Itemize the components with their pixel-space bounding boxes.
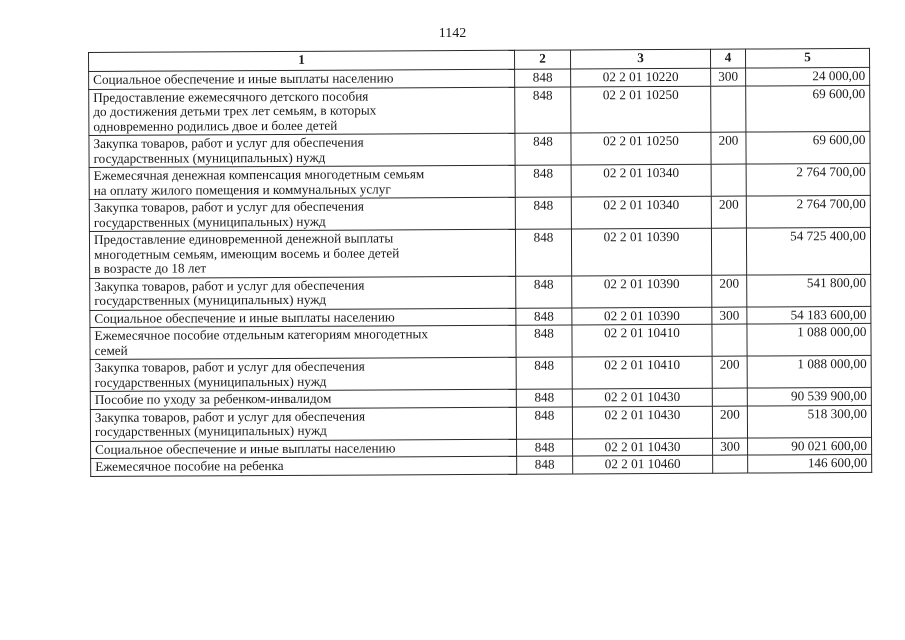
cell-target-code: 02 2 01 10430 xyxy=(573,438,713,456)
table-row xyxy=(89,227,870,278)
cell-name: Закупка товаров, работ и услуг для обеспечения государственных (муниципальных) нужд xyxy=(90,276,516,310)
header-col-4: 4 xyxy=(710,49,745,68)
cell-name: Ежемесячная денежная компенсация многодетным семьям на оплату жилого помещения и коммунальных услуг xyxy=(89,165,515,199)
table-row xyxy=(89,131,870,167)
cell-target-code: 02 2 01 10340 xyxy=(571,196,711,229)
cell-name: Социальное обеспечение и иные выплаты населению xyxy=(91,439,517,459)
cell-amount: 2 764 700,00 xyxy=(746,195,870,228)
cell-department-code: 848 xyxy=(515,165,571,197)
cell-target-code: 02 2 01 10220 xyxy=(571,68,711,86)
cell-expense-type: 200 xyxy=(712,356,747,388)
cell-name: Предоставление единовременной денежной выплаты многодетным семьям, имеющим восемь и более детей в возрасте до 18 лет xyxy=(89,229,515,278)
cell-department-code: 848 xyxy=(515,229,571,276)
cell-amount: 2 764 700,00 xyxy=(746,163,870,196)
cell-name: Ежемесячное пособие отдельным категориям многодетных семей xyxy=(90,325,516,359)
cell-expense-type xyxy=(711,164,746,196)
cell-amount: 518 300,00 xyxy=(747,405,871,438)
cell-department-code: 848 xyxy=(515,86,571,133)
cell-target-code: 02 2 01 10390 xyxy=(572,275,712,308)
cell-amount: 69 600,00 xyxy=(746,131,870,164)
cell-name: Предоставление ежемесячного детского пособия до достижения детьми трех лет семьям, в которых одновременно родились двое и более детей xyxy=(89,87,515,136)
cell-target-code: 02 2 01 10460 xyxy=(573,455,713,473)
cell-amount: 146 600,00 xyxy=(748,454,872,472)
header-col-3: 3 xyxy=(570,49,710,69)
cell-name: Закупка товаров, работ и услуг для обеспечения государственных (муниципальных) нужд xyxy=(89,133,515,167)
cell-department-code: 848 xyxy=(515,69,571,87)
cell-department-code: 848 xyxy=(516,389,572,407)
cell-name: Пособие по уходу за ребенком-инвалидом xyxy=(90,389,516,409)
cell-target-code: 02 2 01 10390 xyxy=(572,307,712,325)
cell-expense-type: 300 xyxy=(712,307,747,325)
table-row xyxy=(90,355,871,391)
cell-department-code: 848 xyxy=(516,325,572,357)
cell-expense-type: 300 xyxy=(711,68,746,86)
cell-amount: 24 000,00 xyxy=(746,67,870,85)
table-row xyxy=(90,405,871,441)
table-row xyxy=(90,323,871,359)
cell-name: Социальное обеспечение и иные выплаты населению xyxy=(90,308,516,328)
cell-department-code: 848 xyxy=(517,456,573,474)
header-col-5: 5 xyxy=(745,48,869,68)
header-col-1: 1 xyxy=(89,50,515,71)
cell-expense-type: 200 xyxy=(712,406,747,438)
table-row xyxy=(89,163,870,199)
cell-name: Закупка товаров, работ и услуг для обеспечения государственных (муниципальных) нужд xyxy=(90,357,516,391)
cell-expense-type: 300 xyxy=(713,438,748,456)
cell-department-code: 848 xyxy=(516,357,572,389)
cell-name: Закупка товаров, работ и услуг для обеспечения государственных (муниципальных) нужд xyxy=(89,197,515,231)
page-number: 1142 xyxy=(438,26,467,41)
cell-expense-type xyxy=(711,228,746,275)
header-col-2: 2 xyxy=(514,50,570,69)
cell-expense-type xyxy=(712,324,747,356)
budget-table xyxy=(88,48,872,477)
cell-expense-type xyxy=(713,455,748,473)
table-row xyxy=(89,85,870,136)
cell-amount: 541 800,00 xyxy=(747,274,871,307)
cell-department-code: 848 xyxy=(516,307,572,325)
cell-target-code: 02 2 01 10430 xyxy=(572,406,712,439)
cell-amount: 54 183 600,00 xyxy=(747,306,871,324)
cell-department-code: 848 xyxy=(516,406,572,438)
table-row xyxy=(91,454,872,476)
cell-expense-type xyxy=(711,86,746,133)
cell-amount: 1 088 000,00 xyxy=(747,355,871,388)
cell-department-code: 848 xyxy=(515,197,571,229)
cell-target-code: 02 2 01 10410 xyxy=(572,324,712,357)
cell-amount: 69 600,00 xyxy=(746,85,870,132)
cell-target-code: 02 2 01 10250 xyxy=(571,86,711,133)
cell-target-code: 02 2 01 10250 xyxy=(571,132,711,165)
cell-department-code: 848 xyxy=(517,438,573,456)
cell-expense-type: 200 xyxy=(711,196,746,228)
cell-expense-type: 200 xyxy=(711,132,746,164)
cell-expense-type xyxy=(712,388,747,406)
table-body xyxy=(89,67,872,476)
cell-expense-type: 200 xyxy=(712,275,747,307)
cell-target-code: 02 2 01 10390 xyxy=(571,228,711,275)
cell-target-code: 02 2 01 10340 xyxy=(571,164,711,197)
cell-target-code: 02 2 01 10430 xyxy=(572,388,712,406)
cell-name: Социальное обеспечение и иные выплаты населению xyxy=(89,69,515,89)
cell-name: Закупка товаров, работ и услуг для обеспечения государственных (муниципальных) нужд xyxy=(90,407,516,441)
cell-amount: 90 021 600,00 xyxy=(748,437,872,455)
table-row xyxy=(90,274,871,310)
cell-target-code: 02 2 01 10410 xyxy=(572,356,712,389)
cell-amount: 90 539 900,00 xyxy=(747,387,871,405)
cell-department-code: 848 xyxy=(515,133,571,165)
cell-amount: 54 725 400,00 xyxy=(746,227,870,274)
table-row xyxy=(89,195,870,231)
cell-department-code: 848 xyxy=(516,275,572,307)
cell-name: Ежемесячное пособие на ребенка xyxy=(91,456,517,476)
cell-amount: 1 088 000,00 xyxy=(747,323,871,356)
